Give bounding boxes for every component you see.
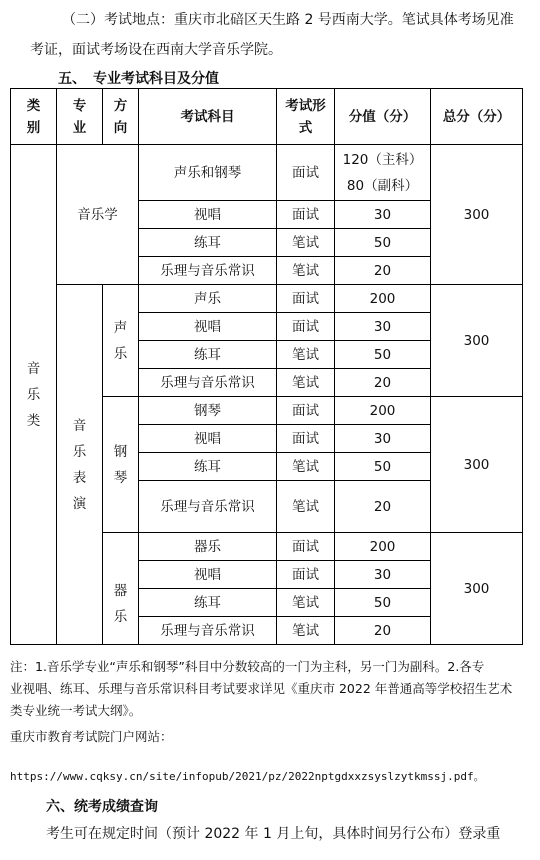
form-cell: 笔试 [277,589,335,617]
form-cell: 面试 [277,561,335,589]
form-cell: 面试 [277,285,335,313]
form-cell: 面试 [277,397,335,425]
form-cell: 笔试 [277,257,335,285]
table-header-row [11,89,523,145]
note-line-3: 类专业统一考试大纲》。 [10,703,142,718]
subject-cell: 器乐 [139,533,277,561]
header-score: 分值（分） [335,89,431,145]
section-6-heading: 六、统考成绩查询 [46,799,158,815]
subject-cell: 视唱 [139,201,277,229]
section-6-line-1: 考生可在规定时间（预计 2022 年 1 月上旬，具体时间另行公布）登录重 [46,826,501,842]
note-line-2: 业视唱、练耳、乐理与音乐常识科目考试要求详见《重庆市 2022 年普通高等学校招生艺术 [10,681,513,696]
total-vocal: 300 [431,285,523,397]
header-subject: 考试科目 [139,89,277,145]
subject-cell: 声乐和钢琴 [139,145,277,201]
portal-url-link[interactable]: https://www.cqksy.cn/site/infopub/2021/pz/2022nptgdxxzsyslzytkmssj.pdf。 [10,770,485,783]
form-cell: 笔试 [277,369,335,397]
subject-cell: 视唱 [139,425,277,453]
score-cell: 20 [335,257,431,285]
score-cell: 50 [335,589,431,617]
header-total: 总分（分） [431,89,523,145]
form-cell: 面试 [277,425,335,453]
form-cell: 笔试 [277,617,335,645]
exam-subjects-table [10,88,523,645]
portal-label: 重庆市教育考试院门户网站： [10,729,173,744]
score-cell: 20 [335,369,431,397]
subject-cell: 练耳 [139,341,277,369]
score-cell [335,145,431,201]
form-cell: 面试 [277,201,335,229]
subject-cell: 乐理与音乐常识 [139,617,277,645]
score-cell: 30 [335,201,431,229]
score-cell: 30 [335,313,431,341]
form-cell: 笔试 [277,481,335,533]
category-cell: 音乐类 [11,145,57,645]
score-cell: 200 [335,397,431,425]
score-cell: 20 [335,481,431,533]
subject-cell: 练耳 [139,589,277,617]
score-cell: 30 [335,425,431,453]
score-cell: 200 [335,285,431,313]
table-row [11,145,523,201]
header-form: 考试形式 [277,89,335,145]
score-cell: 30 [335,561,431,589]
subject-cell: 练耳 [139,453,277,481]
table-row [11,285,523,313]
intro-line-2: 考证，面试考场设在西南大学音乐学院。 [30,42,282,58]
form-cell: 面试 [277,145,335,201]
score-cell: 50 [335,229,431,257]
form-cell: 笔试 [277,453,335,481]
score-cell: 50 [335,453,431,481]
form-cell: 笔试 [277,229,335,257]
score-main: 120（主科） [342,151,423,168]
score-cell: 50 [335,341,431,369]
notes-block [10,656,530,748]
header-category: 类别 [11,89,57,145]
total-music-studies: 300 [431,145,523,285]
subject-cell: 钢琴 [139,397,277,425]
subject-cell: 乐理与音乐常识 [139,257,277,285]
header-direction: 方向 [103,89,139,145]
subject-cell: 视唱 [139,313,277,341]
form-cell: 面试 [277,533,335,561]
subject-cell: 声乐 [139,285,277,313]
form-cell: 笔试 [277,341,335,369]
direction-instrumental: 器乐 [103,533,139,645]
subject-cell: 视唱 [139,561,277,589]
total-piano: 300 [431,397,523,533]
subject-cell: 乐理与音乐常识 [139,481,277,533]
direction-vocal: 声乐 [103,285,139,397]
score-secondary: 80（副科） [346,177,419,194]
header-major: 专业 [57,89,103,145]
subject-cell: 练耳 [139,229,277,257]
total-instrumental: 300 [431,533,523,645]
note-line-1: 注：1.音乐学专业“声乐和钢琴”科目中分数较高的一门为主科，另一门为副科。2.各专 [10,659,485,674]
score-cell: 200 [335,533,431,561]
major-music-performance: 音乐表演 [57,285,103,645]
major-music-studies: 音乐学 [57,145,139,285]
direction-piano: 钢琴 [103,397,139,533]
score-cell: 20 [335,617,431,645]
subject-cell: 乐理与音乐常识 [139,369,277,397]
form-cell: 面试 [277,313,335,341]
intro-line-1: （二）考试地点：重庆市北碚区天生路 2 号西南大学。笔试具体考场见准 [62,12,514,28]
section-5-heading: 五、 专业考试科目及分值 [58,71,219,87]
